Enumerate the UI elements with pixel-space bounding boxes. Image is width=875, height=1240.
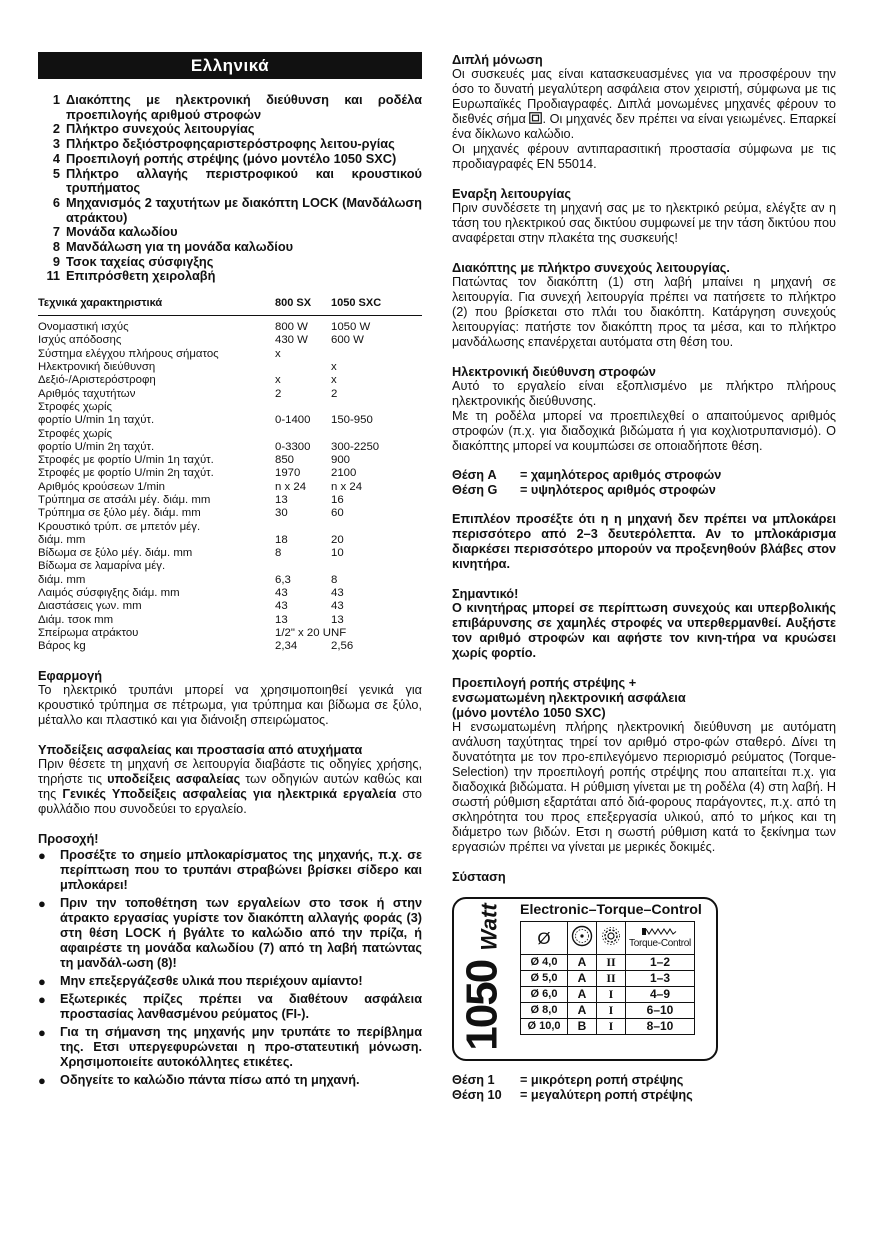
table-cell: 43: [331, 600, 344, 613]
table-cell: x: [275, 374, 281, 387]
caution-section: [38, 831, 422, 1088]
position-row: Θέση 1 = μικρότερη ροπή στρέψης: [452, 1073, 684, 1087]
table-cell: 2: [331, 387, 338, 400]
table-cell: Διάμ. τσοκ mm: [38, 613, 114, 626]
table-cell: 850: [275, 454, 295, 467]
table-cell: Τρύπημα σε ξύλο μέγ. διάμ. mm: [38, 507, 201, 520]
screw-icon: [640, 927, 680, 936]
table-row: [38, 640, 422, 653]
table-row: [38, 361, 422, 374]
table-row: [38, 494, 422, 507]
section-title: ενσωματωμένη ηλεκτρονική ασφάλεια: [452, 690, 686, 705]
bullet-icon: ●: [38, 973, 46, 989]
table-row: [38, 600, 422, 613]
list-item: ● Προσέξτε το σημείο μπλοκαρίσματος της μηχανής, π.χ. σε περίπτωση που το τρυπάνι στραβώνει βρίσκει σίδερο και μπλοκάρει!: [38, 847, 422, 892]
list-item: 3 Πλήκτρο δεξιόστροφηςαριστερόστροφης λειτου-ργίας: [52, 136, 395, 152]
table-cell: 300-2250: [331, 440, 380, 453]
bullet-icon: ●: [38, 1072, 46, 1088]
table-cell: 13: [331, 613, 344, 626]
list-item: ● Μην επεξεργάζεσθε υλικά που περιέχουν αμίαντο!: [38, 973, 363, 989]
table-cell: 150-950: [331, 414, 373, 427]
table-row: [38, 614, 422, 627]
list-item: ● Για τη σήμανση της μηχανής μην τρυπάτε το περίβλημα της. Ετσι υπεργεφυρώνεται η προ-στατευτική μόνωση. Χρησιμοποιείτε αυτοκόλλητες ετικέτες.: [38, 1024, 422, 1069]
table-cell: 2100: [331, 467, 357, 480]
table-row: Ø 6,0 A I 4–9: [521, 987, 695, 1003]
table-cell: [275, 521, 331, 534]
left-column: [38, 52, 422, 1091]
section-title: Σημαντικό!: [452, 586, 519, 601]
table-cell: 13: [275, 494, 288, 506]
table-cell: Λαιμός σύσφιγξης διάμ. mm: [38, 587, 180, 600]
section-title: Εναρξη λειτουργίας: [452, 186, 571, 201]
table-cell: n x 24: [275, 480, 307, 493]
table-cell: [331, 428, 411, 441]
list-item: 6 Μηχανισμός 2 ταχυτήτων με διακόπτη LOCK (Μανδάλωση ατράκτου): [52, 194, 422, 225]
torque-control-panel: [452, 897, 718, 1061]
table-cell: 20: [331, 533, 344, 546]
table-cell: 800 W: [275, 321, 308, 334]
list-item: 8 Μανδάλωση για τη μονάδα καλωδίου: [52, 239, 294, 255]
table-row: [38, 441, 422, 454]
table-row: [38, 454, 422, 467]
table-cell: Ισχύς απόδοσης: [38, 334, 122, 347]
paragraph: Με τη ροδέλα μπορεί να προεπιλεχθεί ο απαιτούμενος αριθμός στροφών (π.χ. για διαδοχικά βιδώματα ή για κοχλιοτρυπανισμό). Ο διακόπτης μπορεί να κουμπώσει σε οποιαδήποτε θέση.: [452, 409, 836, 453]
table-row: [38, 388, 422, 401]
table-cell: 16: [331, 494, 344, 506]
table-cell: 0-1400: [275, 414, 311, 427]
table-row: [38, 334, 422, 347]
table-cell: διάμ. mm: [38, 573, 86, 586]
section-title: Προσοχή!: [38, 830, 99, 846]
insulation-section: [452, 52, 836, 172]
table-row: [38, 521, 422, 534]
table-row: [38, 627, 422, 640]
bullet-icon: ●: [38, 991, 46, 1007]
paragraph: Οι συσκευές μας είναι κατασκευασμένες για να προσφέρουν την όσο το δυνατή μεγαλύτερη ασφάλεια στον χειριστή, σύμφωνα με τις Ευρωπαϊκές Προδιαγραφές. Διπλά μονωμένες μηχανές φέρουν το διεθνές σήμα . Οι μηχανές δεν πρέπει να είναι γειωμένες. Επαρκεί ένα δίκλωνο καλώδιο.: [452, 67, 836, 141]
table-cell: 900: [331, 454, 351, 467]
parts-list: [38, 93, 422, 284]
positions-section: [452, 468, 836, 498]
section-title: (μόνο μοντέλο 1050 SXC): [452, 705, 606, 720]
position-row: Θέση 10 = μεγαλύτερη ροπή στρέψης: [452, 1088, 693, 1102]
paragraph: Αυτό το εργαλείο είναι εξοπλισμένο με πλήκτρο πλήρους ηλεκτρονικής διεύθυνσης.: [452, 379, 836, 408]
torque-table: [520, 921, 695, 1035]
paragraph: Επιπλέον προσέξτε ότι η η μηχανή δεν πρέπει να μπλοκάρει περισσότερο από 2–3 δευτερόλεπτα. Αν το μπλοκάρισμα διαρκέσει περισσότερο μπορούν να προξενηθούν βλάβες στον κινητήρα.: [452, 512, 836, 571]
table-row: Ø 10,0 B I 8–10: [521, 1019, 695, 1035]
paragraph: Η ενσωματωμένη πλήρης ηλεκτρονική διεύθυνση με αυτόματη ανάλυση ταχύτητας τηρεί τον αριθμό στρο-φών σταθερό. Δίνει τη δυνατότητα με τον προ-επιλεγόμενο περιορισμό ρεύματος (Torque-Selection) την προεπιλογή ροπής στρέψης που απαιτείται π.χ. για διαδοχικά βιδώματα. Η ρύθμιση γίνεται με τη ροδέλα (4) στη λαβή. Η σωστή ρύθμιση εξαρτάται από διά-φορους παράγοντες, π.χ. από τη σκληρότητα του προς επεξεργασία υλικού, από το μήκος και τη διάμετρο των βιδών. Ετσι η σωστή ρύθμιση κατά το ξεκίνημα των εργασιών πρέπει να γίνεται με μερικές δοκιμές.: [452, 720, 836, 854]
table-cell: φορτίο U/min 1η ταχύτ.: [38, 414, 155, 427]
table-cell: Σπείρωμα ατράκτου: [38, 626, 139, 639]
table-row: [38, 348, 422, 361]
table-cell: φορτίο U/min 2η ταχύτ.: [38, 440, 155, 453]
list-item: 2 Πλήκτρο συνεχούς λειτουργίας: [52, 121, 255, 137]
paragraph: Οι μηχανές φέρουν αντιπαρασιτική προστασία σύμφωνα με τις προδιαγραφές EN 55014.: [452, 142, 836, 171]
table-cell: [331, 560, 411, 573]
table-row: Ø 8,0 A I 6–10: [521, 1003, 695, 1019]
table-cell: x: [331, 361, 337, 374]
table-row: Ø 4,0 A II 1–2: [521, 955, 695, 971]
table-cell: [275, 401, 331, 414]
table-cell: n x 24: [331, 480, 363, 493]
table-cell: x: [331, 374, 337, 387]
bullet-icon: ●: [38, 1024, 46, 1040]
table-cell: 13: [275, 613, 288, 626]
table-row: [38, 507, 422, 520]
table-row: [38, 560, 422, 573]
table-cell: 2,56: [331, 640, 354, 653]
table-cell: 43: [275, 600, 288, 613]
panel-title: Electronic–Torque–Control: [520, 902, 702, 918]
table-row: [38, 534, 422, 547]
table-row: [38, 374, 422, 387]
diameter-header: Ø: [521, 922, 568, 955]
list-item: ● Πριν την τοποθέτηση των εργαλείων στο τσοκ ή στην άτρακτο εργασίας γυρίστε τον διακόπτη αλλαγής φοράς (3) στη θέση LOCK ή βγάλτε το καλώδιο από την πρίζα, ή αφαιρέστε τη μονάδα καλωδίου (7) από τη λαβή πατώντας τη μανδάλ-ωση (8)!: [38, 895, 422, 970]
startup-section: [452, 186, 836, 246]
electronic-section: [452, 364, 836, 454]
table-cell: 6,3: [275, 573, 291, 586]
list-item: 5 Πλήκτρο αλλαγής περιστροφικού και κρουστικού τρυπήματος: [52, 165, 422, 196]
table-row: [38, 321, 422, 334]
table-cell: 1050 W: [331, 321, 371, 334]
table-cell: Σύστημα ελέγχου πλήρους σήματος: [38, 347, 219, 360]
wattage-label: 1050 Watt: [458, 903, 508, 1051]
table-cell: Κρουστικό τρύπ. σε μπετόν μέγ.: [38, 520, 201, 533]
paragraph: Πατώντας τον διακόπτη (1) στη λαβή μπαίνει η μηχανή σε λειτουργία. Για συνεχή λειτουργία πρέπει να πατήσετε το πλήκτρο (2) που βρίσκεται στο πλάι του διακόπτη. Κατάργηση συνεχούς λειτουργίας: πατήστε τον διακόπτη προς τα μέσα, και το πλήκτρο μανδάλωσης επανέρχεται αυτόματα στη θέση του.: [452, 275, 836, 349]
table-cell: 43: [331, 587, 344, 600]
double-insulation-icon: [529, 112, 542, 124]
list-item: 1 Διακόπτης με ηλεκτρονική διεύθυνση και ροδέλα προεπιλογής αριθμού στροφών: [52, 92, 422, 122]
table-cell: 30: [275, 507, 288, 520]
table-cell: [331, 348, 411, 361]
table-row: [521, 922, 695, 955]
important-section: [452, 586, 836, 661]
table-cell: Στροφές χωρίς: [38, 427, 112, 440]
table-cell: Αριθμός κρούσεων 1/min: [38, 480, 165, 493]
bullet-icon: ●: [38, 895, 46, 911]
specs-table: [38, 296, 422, 653]
switch-section: [452, 260, 836, 350]
paragraph: Πριν θέσετε τη μηχανή σε λειτουργία διαβάστε τις οδηγίες χρήσης, τηρήστε τις υποδείξεις ασφαλείας των οδηγιών αυτών καθώς και της Γενικές Υποδείξεις ασφαλείας για ηλεκτρικά εργαλεία στο φυλλάδιο που συνοδεύει το εργαλείο.: [38, 756, 422, 816]
table-row: [38, 401, 422, 414]
table-cell: Στροφές με φορτίο U/min 2η ταχύτ.: [38, 467, 214, 480]
table-cell: [275, 428, 331, 441]
bullet-icon: ●: [38, 847, 46, 863]
list-item: 9 Τσοκ ταχείας σύσφιγξης: [52, 253, 214, 269]
table-cell: Δεξιό-/Αριστερόστροφη: [38, 374, 156, 387]
table-row: [38, 414, 422, 427]
table-cell: 43: [275, 587, 288, 600]
table-cell: Ηλεκτρονική διεύθυνση: [38, 361, 156, 374]
table-cell: [331, 401, 411, 414]
torque-control-header: Torque-Control: [626, 922, 695, 955]
table-cell: Ονομαστική ισχύς: [38, 321, 129, 334]
torque-section: [452, 675, 836, 855]
table-cell: Αριθμός ταχυτήτων: [38, 387, 136, 400]
table-cell: [275, 361, 331, 374]
section-title: Διακόπτης με πλήκτρο συνεχούς λειτουργίας.: [452, 260, 730, 275]
table-cell: Στροφές χωρίς: [38, 400, 112, 413]
section-title: Ηλεκτρονική διεύθυνση στροφών: [452, 364, 656, 379]
table-cell: [331, 627, 411, 640]
caution-list: [38, 848, 422, 1088]
table-cell: 0-3300: [275, 440, 311, 453]
list-item: ● Οδηγείτε το καλώδιο πάντα πίσω από τη μηχανή.: [38, 1072, 360, 1088]
list-item: ● Εξωτερικές πρίζες πρέπει να διαθέτουν ασφάλεια προστασίας λανθασμένου ρεύματος (FI-).: [38, 991, 422, 1021]
table-cell: 2: [275, 387, 282, 400]
paragraph: Ο κινητήρας μπορεί σε περίπτωση συνεχούς και υπερβολικής επιβάρυνσης σε χαμηλές στροφές να υπερθερμανθεί. Αυξήστε τον αριθμό στροφών και αφήστε τον κινη-τήρα να κρυώσει χωρίς φορτίο.: [452, 601, 836, 660]
table-row: [38, 467, 422, 480]
table-row: [38, 574, 422, 587]
table-cell: [275, 560, 331, 573]
right-column: [452, 52, 836, 1103]
table-cell: 8: [275, 547, 282, 560]
table-row: [38, 428, 422, 441]
table-cell: Στροφές με φορτίο U/min 1η ταχύτ.: [38, 454, 214, 467]
recommendation-section: [452, 869, 836, 1061]
block-warning: [452, 512, 836, 572]
section-title: Υποδείξεις ασφαλείας και προστασία από ατυχήματα: [38, 741, 363, 757]
table-cell: 10: [331, 547, 344, 560]
table-cell: Τρύπημα σε ατσάλι μέγ. διάμ. mm: [38, 494, 211, 506]
section-title: Διπλή μόνωση: [452, 52, 543, 67]
list-item: 4 Προεπιλογή ροπής στρέψης (μόνο μοντέλο 1050 SXC): [52, 150, 397, 166]
table-cell: [331, 521, 411, 534]
safety-section: [38, 742, 422, 817]
table-cell: x: [275, 347, 281, 360]
table-cell: 430 W: [275, 334, 308, 347]
specs-header: Τεχνικά χαρακτηριστικά 800 SX 1050 SXC: [38, 296, 422, 316]
table-row: Ø 5,0 A II 1–3: [521, 971, 695, 987]
table-cell: 1970: [275, 467, 301, 480]
table-cell: 1/2" x 20 UNF: [275, 626, 347, 639]
section-title: Προεπιλογή ροπής στρέψης +: [452, 675, 637, 690]
table-row: [38, 547, 422, 560]
table-cell: Βάρος kg: [38, 640, 86, 653]
section-title: Εφαρμογή: [38, 667, 103, 683]
speed-dial-icon: [568, 922, 597, 955]
application-section: [38, 668, 422, 728]
list-item: 11 Επιπρόσθετη χειρολαβή: [46, 268, 216, 284]
paragraph: Το ηλεκτρικό τρυπάνι μπορεί να χρησιμοποιηθεί γενικά για κρουστικό τρύπημα σε πέτρωμα, για τρύπημα και βίδωμα σε ξύλο, μέταλλο και πλαστικό και για διάνοιξη σπειρώματος.: [38, 682, 422, 727]
specs-rows: [38, 321, 422, 653]
table-cell: Βίδωμα σε ξύλο μέγ. διάμ. mm: [38, 547, 193, 560]
position-row: Θέση A = χαμηλότερος αριθμός στροφών: [452, 468, 722, 482]
table-cell: διάμ. mm: [38, 533, 86, 546]
table-cell: 60: [331, 507, 344, 520]
table-cell: Διαστάσεις γων. mm: [38, 600, 142, 613]
table-row: [38, 587, 422, 600]
table-cell: 600 W: [331, 334, 364, 347]
table-cell: Βίδωμα σε λαμαρίνα μέγ.: [38, 560, 166, 573]
settings-section: [452, 1073, 836, 1103]
position-row: Θέση G = υψηλότερος αριθμός στροφών: [452, 483, 716, 497]
language-header: Ελληνικά: [38, 52, 422, 79]
table-cell: 8: [331, 573, 338, 586]
table-cell: 18: [275, 533, 288, 546]
paragraph: Πριν συνδέσετε τη μηχανή σας με το ηλεκτρικό ρεύμα, ελέγξτε αν η τάση του ηλεκτρικού σας δικτύου συμφωνεί με την τάση δικτύου που αναφέρεται στην πλακέτα της συσκευής!: [452, 201, 836, 245]
table-row: [38, 481, 422, 494]
table-cell: 2,34: [275, 640, 298, 653]
list-item: 7 Μονάδα καλωδίου: [52, 224, 178, 240]
gear-icon: [597, 922, 626, 955]
section-title: Σύσταση: [452, 869, 506, 884]
